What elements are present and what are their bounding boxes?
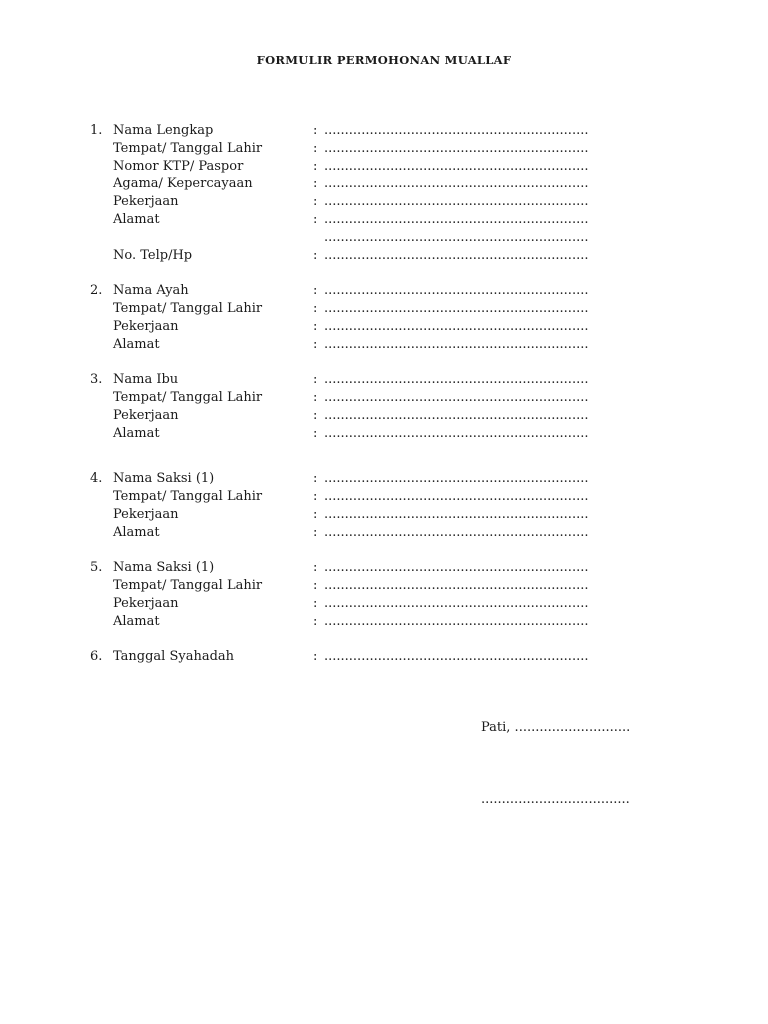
- signature-name-line[interactable]: ....................................: [481, 792, 630, 807]
- field-colon: :: [313, 283, 318, 299]
- field-label: Nomor KTP/ Paspor: [113, 158, 244, 174]
- field-colon: :: [313, 140, 318, 156]
- section-spacer: [0, 631, 768, 649]
- field-label: Tanggal Syahadah: [113, 649, 235, 665]
- field-colon: :: [313, 194, 318, 210]
- field-colon: :: [313, 336, 318, 352]
- form-row-nama-saksi-1: [0, 470, 768, 488]
- field-label: Tempat/ Tanggal Lahir: [113, 578, 263, 594]
- form-row-saksi-1-pekerjaan: [0, 506, 768, 524]
- field-blank[interactable]: ................................................................: [324, 300, 589, 316]
- form-row-ayah-ttl: [0, 300, 768, 318]
- field-colon: :: [313, 372, 318, 388]
- field-blank[interactable]: ................................................................: [324, 389, 589, 405]
- form-row-saksi-2-ttl: [0, 577, 768, 595]
- field-label: Nama Saksi (1): [113, 471, 215, 487]
- form-row-saksi-2-pekerjaan: [0, 595, 768, 613]
- form-row-tanggal-syahadah: [0, 648, 768, 666]
- section-spacer: [0, 542, 768, 560]
- field-blank[interactable]: ................................................................: [324, 247, 589, 263]
- field-label: Tempat/ Tanggal Lahir: [113, 489, 263, 505]
- form-row-ibu-ttl: [0, 389, 768, 407]
- form-row-nama-ayah: [0, 282, 768, 300]
- field-blank[interactable]: ................................................................: [324, 578, 589, 594]
- form-row-nama-saksi-2: [0, 559, 768, 577]
- field-blank[interactable]: ................................................................: [324, 560, 589, 576]
- field-label: Pekerjaan: [113, 506, 179, 522]
- field-label: Nama Ayah: [113, 283, 189, 299]
- field-blank[interactable]: ................................................................: [324, 158, 589, 174]
- field-label: Tempat/ Tanggal Lahir: [113, 140, 263, 156]
- field-blank[interactable]: ................................................................: [324, 407, 589, 423]
- field-blank[interactable]: ................................................................: [324, 194, 589, 210]
- field-colon: :: [313, 318, 318, 334]
- field-colon: :: [313, 123, 318, 138]
- form-row-saksi-1-alamat: [0, 524, 768, 542]
- field-label: Pekerjaan: [113, 407, 179, 423]
- field-colon: :: [313, 425, 318, 441]
- field-label: Tempat/ Tanggal Lahir: [113, 389, 263, 405]
- field-label: Alamat: [113, 524, 160, 540]
- form-row-alamat-continued: [0, 229, 768, 247]
- field-colon: :: [313, 649, 318, 665]
- form-row-ayah-pekerjaan: [0, 318, 768, 336]
- form-row-pekerjaan: [0, 193, 768, 211]
- field-label: Pekerjaan: [113, 318, 179, 334]
- form-row-nomor-ktp: [0, 158, 768, 176]
- field-blank[interactable]: ................................................................: [324, 489, 589, 505]
- field-blank[interactable]: ................................................................: [324, 372, 589, 388]
- page-title: FORMULIR PERMOHONAN MUALLAF: [256, 53, 512, 67]
- field-blank[interactable]: ................................................................: [324, 283, 589, 299]
- field-blank[interactable]: ................................................................: [324, 524, 589, 540]
- field-blank[interactable]: ................................................................: [324, 649, 589, 665]
- field-label: Alamat: [113, 211, 160, 227]
- field-colon: :: [313, 471, 318, 487]
- field-colon: :: [313, 407, 318, 423]
- form-row-ibu-alamat: [0, 425, 768, 443]
- field-colon: :: [313, 560, 318, 576]
- field-colon: :: [313, 211, 318, 227]
- form-row-saksi-1-ttl: [0, 488, 768, 506]
- form-row-telp: [0, 247, 768, 265]
- field-label: Nama Ibu: [113, 372, 179, 388]
- section-number: 1.: [90, 123, 103, 138]
- form-row-tempat-tanggal-lahir: [0, 140, 768, 158]
- field-label: Pekerjaan: [113, 194, 179, 210]
- field-blank[interactable]: ................................................................: [324, 140, 589, 156]
- field-label: No. Telp/Hp: [113, 247, 193, 263]
- field-blank[interactable]: ................................................................: [324, 595, 589, 611]
- field-label: Nama Saksi (1): [113, 560, 215, 576]
- field-label: Tempat/ Tanggal Lahir: [113, 300, 263, 316]
- field-label: Pekerjaan: [113, 595, 179, 611]
- form-row-nama-ibu: [0, 371, 768, 389]
- field-colon: :: [313, 300, 318, 316]
- form-row-nama-lengkap: [0, 122, 768, 140]
- field-colon: :: [313, 613, 318, 629]
- field-colon: :: [313, 176, 318, 192]
- field-blank[interactable]: ................................................................: [324, 336, 589, 352]
- section-number: 5.: [90, 560, 103, 576]
- field-blank[interactable]: ................................................................: [324, 613, 589, 629]
- field-label: Alamat: [113, 336, 160, 352]
- section-number: 3.: [90, 372, 103, 388]
- field-colon: :: [313, 506, 318, 522]
- field-label: Agama/ Kepercayaan: [113, 176, 253, 192]
- field-blank[interactable]: ................................................................: [324, 471, 589, 487]
- section-number: 4.: [90, 471, 103, 487]
- field-colon: :: [313, 524, 318, 540]
- section-spacer: [0, 442, 768, 470]
- form-row-agama: [0, 175, 768, 193]
- field-label: Nama Lengkap: [113, 123, 214, 138]
- field-colon: :: [313, 247, 318, 263]
- form-row-ayah-alamat: [0, 336, 768, 354]
- field-colon: :: [313, 158, 318, 174]
- field-colon: :: [313, 578, 318, 594]
- field-blank[interactable]: ................................................................: [324, 176, 589, 192]
- section-number: 6.: [90, 649, 103, 665]
- field-colon: :: [313, 489, 318, 505]
- field-label: Alamat: [113, 613, 160, 629]
- form-row-alamat: [0, 211, 768, 229]
- field-blank[interactable]: ................................................................: [324, 123, 589, 138]
- form-row-ibu-pekerjaan: [0, 407, 768, 425]
- section-spacer: [0, 264, 768, 282]
- field-label: Alamat: [113, 425, 160, 441]
- field-blank[interactable]: ................................................................: [324, 211, 589, 227]
- signature-place-date[interactable]: Pati, ............................: [481, 720, 631, 735]
- field-colon: :: [313, 595, 318, 611]
- field-blank[interactable]: ................................................................: [324, 506, 589, 522]
- form-row-saksi-2-alamat: [0, 613, 768, 631]
- field-blank[interactable]: ................................................................: [324, 318, 589, 334]
- section-number: 2.: [90, 283, 103, 299]
- form-body: [0, 122, 768, 666]
- field-blank[interactable]: ................................................................: [324, 229, 589, 245]
- section-spacer: [0, 353, 768, 371]
- field-blank[interactable]: ................................................................: [324, 425, 589, 441]
- field-colon: :: [313, 389, 318, 405]
